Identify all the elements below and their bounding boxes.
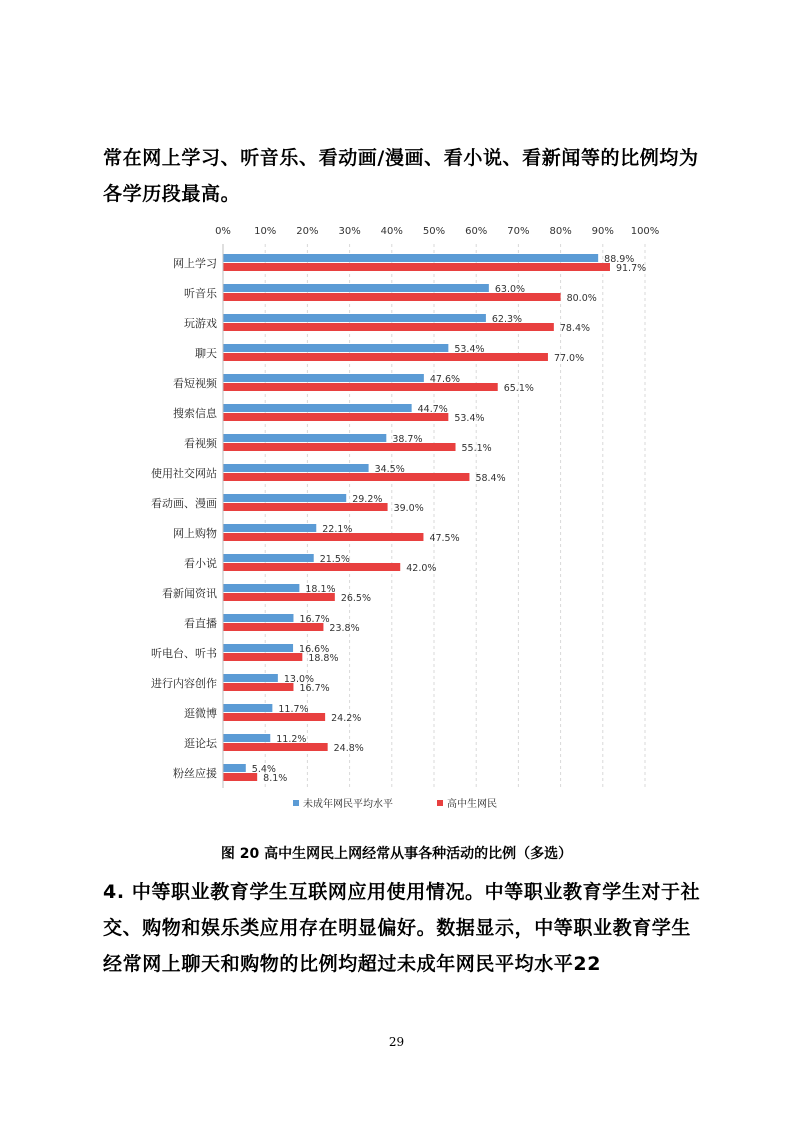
value-label: 42.0% bbox=[406, 563, 437, 574]
value-label: 23.8% bbox=[329, 623, 360, 634]
category-label: 逛微博 bbox=[184, 707, 217, 720]
value-label: 18.8% bbox=[308, 653, 339, 664]
x-tick-label: 20% bbox=[296, 226, 319, 237]
bar bbox=[223, 764, 246, 772]
bar bbox=[223, 674, 278, 682]
value-label: 65.1% bbox=[503, 383, 534, 394]
category-label: 看视频 bbox=[184, 437, 217, 450]
category-label: 使用社交网站 bbox=[151, 467, 217, 480]
value-label: 39.0% bbox=[393, 503, 424, 514]
bar bbox=[223, 263, 610, 271]
value-label: 47.6% bbox=[429, 374, 461, 385]
value-label: 91.7% bbox=[615, 263, 647, 274]
category-label: 进行内容创作 bbox=[151, 677, 217, 690]
x-tick-label: 70% bbox=[507, 226, 530, 237]
value-label: 29.2% bbox=[352, 494, 383, 505]
value-label: 47.5% bbox=[429, 533, 460, 544]
value-label: 8.1% bbox=[263, 773, 288, 784]
category-label: 粉丝应援 bbox=[173, 767, 217, 780]
page-number: 29 bbox=[388, 1035, 405, 1049]
bar bbox=[223, 314, 486, 322]
value-label: 11.7% bbox=[278, 704, 309, 715]
value-label: 26.5% bbox=[340, 593, 372, 604]
x-tick-label: 50% bbox=[422, 226, 446, 237]
category-label: 听音乐 bbox=[184, 287, 217, 300]
value-label: 21.5% bbox=[319, 554, 350, 565]
bar bbox=[223, 344, 448, 352]
value-label: 62.3% bbox=[491, 314, 523, 325]
x-tick-label: 0% bbox=[215, 226, 231, 237]
value-label: 38.7% bbox=[392, 434, 423, 445]
bar bbox=[223, 734, 270, 742]
bar bbox=[223, 434, 386, 442]
x-tick-label: 90% bbox=[591, 226, 614, 237]
legend-label: 未成年网民平均水平 bbox=[303, 799, 393, 810]
figure-caption: 图 20 高中生网民上网经常从事各种活动的比例（多选） bbox=[220, 846, 573, 862]
bar bbox=[223, 653, 302, 661]
paragraph-top: 常在网上学习、听音乐、看动画/漫画、看小说、看新闻等的比例均为各学历段最高。 bbox=[103, 147, 699, 205]
x-tick-label: 40% bbox=[380, 226, 403, 237]
value-label: 78.4% bbox=[559, 323, 591, 334]
value-label: 5.4% bbox=[251, 764, 276, 775]
category-label: 玩游戏 bbox=[184, 317, 217, 330]
x-axis-ticks bbox=[215, 226, 659, 237]
value-label: 44.7% bbox=[417, 404, 448, 415]
category-label: 逛论坛 bbox=[184, 737, 217, 750]
bar bbox=[223, 254, 598, 262]
category-label: 看动画、漫画 bbox=[151, 497, 217, 510]
bar bbox=[223, 644, 293, 652]
value-label: 53.4% bbox=[454, 344, 485, 355]
value-label: 77.0% bbox=[553, 353, 585, 364]
bars bbox=[223, 254, 610, 781]
category-label: 聊天 bbox=[195, 347, 217, 360]
bar bbox=[223, 404, 412, 412]
bar bbox=[223, 614, 293, 622]
x-tick-label: 80% bbox=[549, 226, 572, 237]
category-label: 网上购物 bbox=[173, 527, 217, 540]
bar bbox=[223, 464, 369, 472]
category-label: 听电台、听书 bbox=[151, 647, 217, 660]
category-label: 看小说 bbox=[184, 557, 217, 570]
bar bbox=[223, 704, 272, 712]
bar bbox=[223, 473, 469, 481]
category-labels bbox=[151, 256, 218, 780]
value-label: 80.0% bbox=[566, 293, 597, 304]
value-label: 24.8% bbox=[333, 743, 364, 754]
bar bbox=[223, 554, 314, 562]
value-label: 16.6% bbox=[299, 644, 330, 655]
value-label: 58.4% bbox=[475, 473, 506, 484]
category-label: 网上学习 bbox=[173, 257, 217, 270]
value-labels bbox=[252, 254, 646, 784]
value-label: 11.2% bbox=[276, 734, 307, 745]
bar bbox=[223, 584, 299, 592]
value-label: 22.1% bbox=[322, 524, 353, 535]
value-label: 24.2% bbox=[331, 713, 362, 724]
legend-swatch bbox=[437, 800, 443, 806]
x-tick-label: 60% bbox=[465, 226, 488, 237]
bar bbox=[223, 374, 424, 382]
legend-label: 高中生网民 bbox=[447, 799, 497, 810]
value-label: 63.0% bbox=[494, 284, 526, 295]
x-tick-label: 30% bbox=[338, 226, 361, 237]
value-label: 16.7% bbox=[299, 683, 330, 694]
bar bbox=[223, 524, 316, 532]
category-label: 看直播 bbox=[184, 617, 217, 630]
category-label: 看新闻资讯 bbox=[162, 587, 217, 600]
value-label: 13.0% bbox=[283, 674, 315, 685]
bar bbox=[223, 353, 548, 361]
category-label: 看短视频 bbox=[173, 377, 217, 390]
activity-bar-chart bbox=[135, 220, 675, 820]
bar bbox=[223, 413, 448, 421]
bar bbox=[223, 713, 325, 721]
x-tick-label: 10% bbox=[254, 226, 277, 237]
value-label: 88.9% bbox=[604, 254, 635, 265]
value-label: 18.1% bbox=[305, 584, 336, 595]
chart-legend bbox=[293, 797, 497, 810]
value-label: 55.1% bbox=[461, 443, 492, 454]
bar bbox=[223, 563, 400, 571]
legend-swatch bbox=[293, 800, 299, 806]
bar bbox=[223, 284, 489, 292]
bar bbox=[223, 494, 346, 502]
value-label: 16.7% bbox=[299, 614, 330, 625]
value-label: 34.5% bbox=[374, 464, 405, 475]
category-label: 搜索信息 bbox=[173, 407, 217, 420]
value-label: 53.4% bbox=[454, 413, 485, 424]
paragraph-bottom: 4. 中等职业教育学生互联网应用使用情况。中等职业教育学生对于社交、购物和娱乐类应用存在明显偏好。数据显示，中等职业教育学生经常网上聊天和购物的比例均超过未成年网民平均水平22 bbox=[103, 881, 701, 975]
x-tick-label: 100% bbox=[630, 226, 660, 237]
